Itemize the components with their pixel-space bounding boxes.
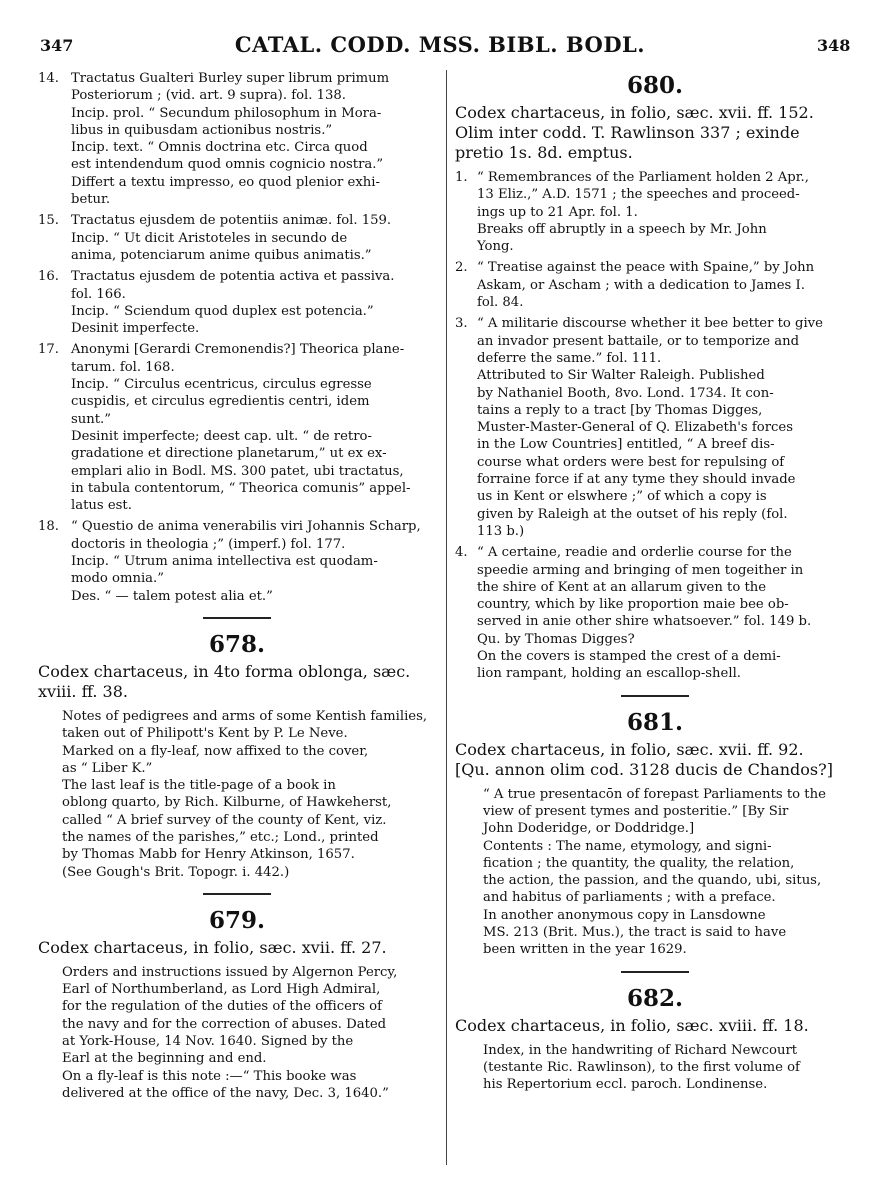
note-line: the navy and for the correction of abuses. Dated — [62, 1016, 387, 1032]
section-number: 681. — [626, 708, 684, 736]
item-line: served in anie other shire whatsoever.” fol. 149 b. — [477, 614, 812, 630]
item-line: modo omnia.” — [71, 571, 164, 587]
item-number: 16. — [38, 269, 59, 285]
item-line: gradatione et directione planetarum,” ut ex ex- — [71, 446, 387, 462]
item-line: tains a reply to a tract [by Thomas Digges, — [477, 402, 763, 418]
item-body — [477, 259, 855, 311]
item-line: by Nathaniel Booth, 8vo. Lond. 1734. It con- — [477, 385, 774, 401]
item-number: 15. — [38, 213, 59, 229]
section-notes — [483, 786, 855, 959]
codex-description — [455, 740, 855, 780]
item-line: Yong. — [477, 239, 514, 255]
item-line: Tractatus Gualteri Burley super librum primum — [71, 71, 390, 86]
column-divider — [446, 70, 447, 1165]
item-number: 14. — [38, 71, 59, 86]
item-line: sunt.” — [71, 411, 111, 427]
item-line: fol. 84. — [477, 295, 524, 311]
codex-description — [455, 103, 855, 163]
item-line: Tractatus ejusdem de potentia activa et passiva. — [71, 269, 395, 285]
note-line: view of present tymes and posteritie.” [By Sir — [483, 803, 789, 819]
item-line: “ A certaine, readie and orderlie course for the — [477, 545, 792, 561]
item-number: 1. — [455, 170, 468, 185]
note-line: oblong quarto, by Rich. Kilburne, of Hawkeherst, — [62, 795, 392, 811]
item-number: 3. — [455, 316, 468, 332]
description-line: Codex chartaceus, in folio, sæc. xvii. ff. 27. — [38, 937, 387, 957]
note-line: been written in the year 1629. — [483, 942, 687, 958]
item-line: speedie arming and bringing of men togeither in — [477, 562, 804, 578]
item-line: doctoris in theologia ;” (imperf.) fol. 177. — [71, 536, 346, 552]
description-line: Codex chartaceus, in 4to forma oblonga, sæc. — [38, 661, 411, 681]
item-line: 113 b.) — [477, 523, 525, 539]
item-line: course what orders were best for repulsing of — [477, 454, 785, 470]
item-line: “ Treatise against the peace with Spaine,” by John — [477, 260, 815, 276]
note-line: (testante Ric. Rawlinson), to the first volume of — [483, 1059, 800, 1075]
item-line: emplari alio in Bodl. MS. 300 patet, ubi tractatus, — [71, 463, 404, 479]
item-number: 4. — [455, 545, 468, 561]
item-line: fol. 166. — [71, 286, 126, 302]
section-notes — [62, 708, 436, 881]
item-body — [71, 212, 436, 264]
note-line: delivered at the office of the navy, Dec. 3, 1640.” — [62, 1085, 389, 1101]
item-line: in the Low Countries] entitled, “ A breef dis- — [477, 437, 775, 453]
item-line: Breaks off abruptly in a speech by Mr. John — [477, 221, 767, 237]
catalogue-item — [38, 70, 436, 208]
section-number: 680. — [626, 72, 684, 99]
item-line: Incip. “ Utrum anima intellectiva est quodam- — [71, 554, 378, 570]
running-title: CATAL. CODD. MSS. BIBL. BODL. — [234, 32, 646, 57]
section-number: 682. — [626, 984, 684, 1012]
item-line: Askam, or Ascham ; with a dedication to James I. — [477, 277, 805, 293]
item-body — [477, 169, 855, 255]
item-line: cuspidis, et circulus egredientis centri, idem — [71, 394, 370, 410]
description-line: pretio 1s. 8d. emptus. — [455, 143, 633, 162]
item-line: Anonymi [Gerardi Cremonendis?] Theorica plane- — [71, 342, 405, 358]
item-line: Incip. “ Sciendum quod duplex est potencia.” — [71, 303, 374, 319]
item-body — [477, 315, 855, 540]
page-number-right: 348 — [817, 36, 851, 55]
section-rule — [203, 617, 271, 619]
note-line: the action, the passion, and the quando, ubi, situs, — [483, 873, 822, 889]
note-line: Orders and instructions issued by Algernon Percy, — [62, 964, 398, 980]
right-column — [455, 70, 855, 1093]
item-line: given by Raleigh at the outset of his reply (fol. — [477, 506, 788, 522]
note-line: and habitus of parliaments ; with a preface. — [483, 890, 776, 906]
note-line: his Repertorium eccl. paroch. Londinense. — [483, 1077, 768, 1093]
item-line: On the covers is stamped the crest of a demi- — [477, 649, 781, 665]
codex-description — [455, 1016, 855, 1036]
item-line: anima, potenciarum anime quibus animatis.” — [71, 247, 372, 263]
item-line: Differt a textu impresso, eo quod plenior exhi- — [71, 174, 380, 190]
page-header — [0, 0, 878, 70]
item-line: the shire of Kent at an allarum given to the — [477, 579, 767, 595]
item-line: Incip. text. “ Omnis doctrina etc. Circa quod — [71, 140, 368, 156]
section-notes — [62, 964, 436, 1102]
note-line: fication ; the quantity, the quality, the relation, — [483, 855, 795, 871]
section-rule — [203, 893, 271, 895]
item-line: in tabula contentorum, “ Theorica comunis” appel- — [71, 480, 411, 496]
item-line: country, which by like proportion maie bee ob- — [477, 597, 789, 613]
item-line: deferre the same.” fol. 111. — [477, 350, 662, 366]
note-line: Index, in the handwriting of Richard Newcourt — [483, 1042, 798, 1058]
section-rule — [621, 695, 689, 697]
item-line: Desinit imperfecte; deest cap. ult. “ de retro- — [71, 428, 372, 444]
item-line: ings up to 21 Apr. fol. 1. — [477, 204, 638, 220]
item-line: lion rampant, holding an escallop-shell. — [477, 666, 741, 682]
item-line: betur. — [71, 192, 111, 208]
item-line: est intendendum quod omnis cognicio nostra.” — [71, 157, 384, 173]
note-line: “ A true presentacōn of forepast Parliaments to the — [483, 786, 826, 802]
item-body — [477, 544, 855, 682]
note-line: Contents : The name, etymology, and signi- — [483, 838, 772, 854]
item-line: Desinit imperfecte. — [71, 321, 200, 337]
item-line: Attributed to Sir Walter Raleigh. Published — [477, 368, 765, 384]
note-line: Marked on a fly-leaf, now affixed to the cover, — [62, 743, 369, 759]
item-line: Des. “ — talem potest alia et.” — [71, 588, 273, 604]
section-number: 678. — [208, 630, 266, 658]
item-number: 17. — [38, 342, 59, 358]
description-line: Codex chartaceus, in folio, sæc. xviii. ff. 18. — [455, 1015, 809, 1035]
note-line: The last leaf is the title-page of a book in — [62, 778, 336, 794]
item-body — [71, 341, 436, 514]
item-line: forraine force if at any tyme they should invade — [477, 472, 796, 488]
catalogue-item — [38, 268, 436, 337]
item-body — [71, 70, 436, 208]
item-line: an invador present battaile, or to temporize and — [477, 333, 800, 349]
item-line: “ Questio de anima venerabilis viri Johannis Scharp, — [71, 519, 421, 535]
note-line: MS. 213 (Brit. Mus.), the tract is said to have — [483, 924, 787, 940]
catalogue-item — [455, 259, 855, 311]
note-line: In another anonymous copy in Lansdowne — [483, 907, 766, 923]
item-line: 13 Eliz.,” A.D. 1571 ; the speeches and proceed- — [477, 187, 800, 203]
note-line: John Doderidge, or Doddridge.] — [483, 821, 695, 837]
note-line: Earl of Northumberland, as Lord High Admiral, — [62, 982, 381, 998]
item-line: “ A militarie discourse whether it bee better to give — [477, 316, 823, 332]
item-line: Incip. prol. “ Secundum philosophum in Mora- — [71, 105, 382, 121]
item-number: 2. — [455, 260, 468, 276]
description-line: Codex chartaceus, in folio, sæc. xvii. ff. 152. — [455, 103, 814, 122]
description-line: Codex chartaceus, in folio, sæc. xvii. ff. 92. — [455, 739, 804, 759]
item-line: Incip. “ Ut dicit Aristoteles in secundo de — [71, 230, 348, 246]
item-line: latus est. — [71, 498, 132, 514]
note-line: as “ Liber K.” — [62, 760, 153, 776]
item-line: libus in quibusdam actionibus nostris.” — [71, 122, 333, 138]
page-number-left: 347 — [40, 36, 74, 55]
codex-description — [38, 938, 436, 958]
item-body — [71, 518, 436, 604]
note-line: Earl at the beginning and end. — [62, 1051, 267, 1067]
item-number: 18. — [38, 519, 59, 535]
note-line: for the regulation of the duties of the officers of — [62, 999, 382, 1015]
item-line: “ Remembrances of the Parliament holden 2 Apr., — [477, 170, 809, 185]
item-line: us in Kent or elswhere ;” of which a copy is — [477, 489, 767, 505]
catalogue-item — [38, 518, 436, 604]
item-line: tarum. fol. 168. — [71, 359, 175, 375]
note-line: On a fly-leaf is this note :—“ This booke was — [62, 1068, 357, 1084]
catalogue-item — [38, 212, 436, 264]
codex-description — [38, 662, 436, 702]
catalogue-item — [38, 341, 436, 514]
description-line: [Qu. annon olim cod. 3128 ducis de Chandos?] — [455, 759, 833, 779]
catalogue-item — [455, 169, 855, 255]
item-line: Qu. by Thomas Digges? — [477, 631, 635, 647]
item-line: Posteriorum ; (vid. art. 9 supra). fol. 138. — [71, 88, 346, 104]
item-body — [71, 268, 436, 337]
catalogue-item — [455, 315, 855, 540]
item-line: Tractatus ejusdem de potentiis animæ. fol. 159. — [71, 213, 392, 229]
note-line: Notes of pedigrees and arms of some Kentish families, — [62, 708, 428, 724]
description-line: xviii. ff. 38. — [38, 681, 128, 701]
note-line: by Thomas Mabb for Henry Atkinson, 1657. — [62, 847, 355, 863]
section-rule — [621, 971, 689, 973]
note-line: called “ A brief survey of the county of Kent, viz. — [62, 812, 387, 828]
item-line: Incip. “ Circulus ecentricus, circulus egresse — [71, 377, 372, 393]
note-line: (See Gough's Brit. Topogr. i. 442.) — [62, 864, 290, 880]
section-notes — [483, 1042, 855, 1094]
note-line: the names of the parishes,” etc.; Lond., printed — [62, 829, 379, 845]
section-number: 679. — [208, 906, 266, 934]
description-line: Olim inter codd. T. Rawlinson 337 ; exinde — [455, 123, 800, 142]
note-line: at York-House, 14 Nov. 1640. Signed by the — [62, 1034, 354, 1050]
left-column — [38, 70, 436, 1102]
catalogue-item — [455, 544, 855, 682]
item-line: Muster-Master-General of Q. Elizabeth's forces — [477, 420, 793, 436]
note-line: taken out of Philipott's Kent by P. Le Neve. — [62, 726, 348, 742]
